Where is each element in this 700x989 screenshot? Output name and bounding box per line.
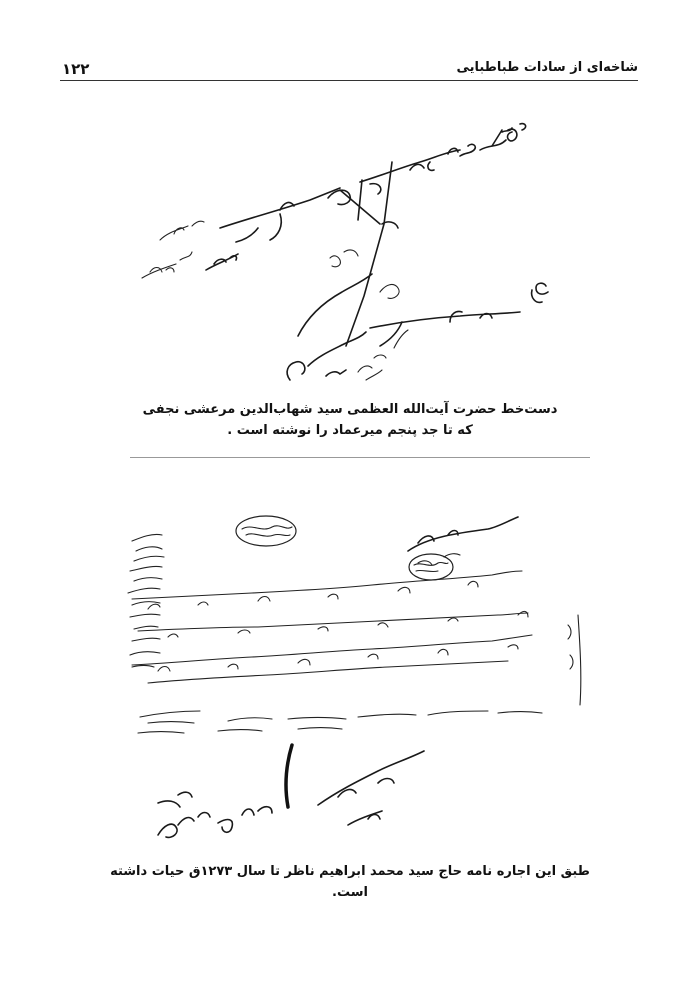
handwritten-genealogy-image bbox=[130, 110, 570, 400]
page-number: ۱۲۲ bbox=[62, 60, 90, 78]
figure-1-caption-line-2: که تا جد پنجم میرعماد را نوشته است . bbox=[227, 422, 473, 438]
header-rule bbox=[60, 80, 638, 81]
figure-2-caption: طبق این اجاره نامه حاج سید محمد ابراهیم ناظر تا سال ۱۲۷۳ق حیات داشته است. bbox=[110, 864, 590, 900]
seal-right bbox=[409, 554, 453, 580]
figure-1-caption-line-1: دست‌خط حضرت آیت‌الله العظمی سید شهاب‌الدین مرعشی نجفی bbox=[142, 402, 558, 417]
section-divider bbox=[130, 457, 590, 458]
seal-left bbox=[236, 516, 296, 546]
lease-document-image bbox=[118, 505, 596, 850]
running-title: شاخه‌ای از سادات طباطبایی bbox=[456, 60, 638, 75]
